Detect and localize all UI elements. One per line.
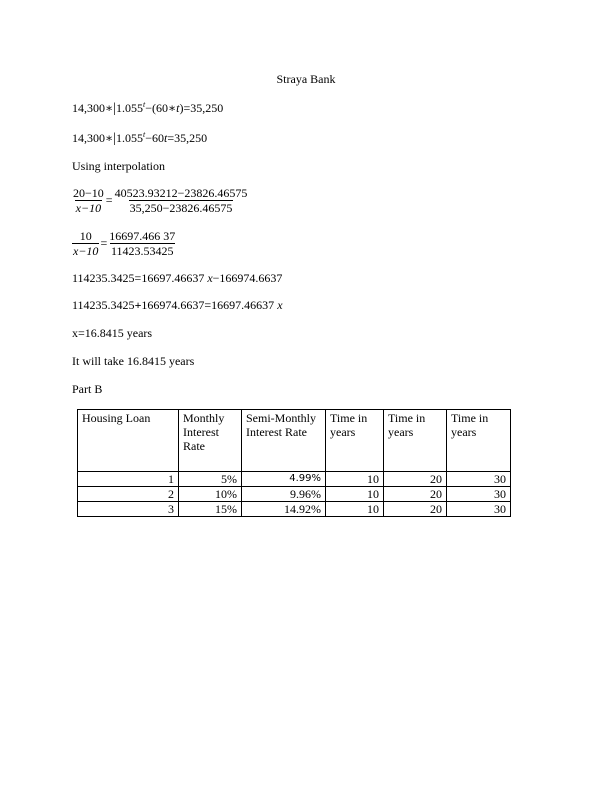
equation-3: 114235.3425=16697.46637 x−166974.6637 [72,271,283,285]
table-cell: 20 [384,502,447,517]
header-cell: Time in years [384,410,447,472]
table-header-row [78,410,511,472]
header-cell: Time in years [326,410,384,472]
table-cell: 5% [179,472,242,487]
header-cell: Semi-Monthly Interest Rate [242,410,326,472]
table-row [78,502,511,517]
equation-2: $14,300∗|1.055^t-60t=35,250$ [72,130,208,146]
header-cell: Monthly Interest Rate [179,410,242,472]
document-title: Straya Bank [276,72,336,86]
table-cell: 2 [78,487,179,502]
table-cell: 3 [78,502,179,517]
table-cell: 10% [179,487,242,502]
table-cell: 20 [384,472,447,487]
table-cell: 14.92% [242,502,326,517]
table-cell: 10 [326,472,384,487]
table-cell: 10 [326,487,384,502]
table-cell: 10 [326,502,384,517]
part-b-heading: Part B [72,382,103,396]
header-cell: Time in years [447,410,511,472]
fraction-equation-1: $\frac{20-10}{x-10}$ = $\frac{40523.93212-23826.46575}{35,250-23826.46575}$ [73,186,248,215]
table-cell: 4.99% [242,472,326,487]
table-cell: 20 [384,487,447,502]
table-cell: 1 [78,472,179,487]
table-cell: 30 [447,487,511,502]
table-row [78,487,511,502]
result-line: x=16.8415 years [72,326,153,340]
header-cell: Housing Loan [78,410,179,472]
conclusion-line: It will take 16.8415 years [72,354,195,368]
table-cell: 9.96% [242,487,326,502]
table-cell: 15% [179,502,242,517]
equation-4: 114235.3425+166974.6637=16697.46637 x [72,298,283,312]
table-cell: 30 [447,472,511,487]
housing-loan-table [77,409,511,517]
fraction-equation-2: $\frac{10}{x-10}$ = $\frac{16697.466 37}{11423.53425}$ [73,229,176,258]
equation-1: $14,300∗|1.055^t-(60∗t)=35,250$ [72,100,224,116]
interpolation-label: Using interpolation [72,159,165,173]
table-cell: 30 [447,502,511,517]
table-row [78,472,511,487]
